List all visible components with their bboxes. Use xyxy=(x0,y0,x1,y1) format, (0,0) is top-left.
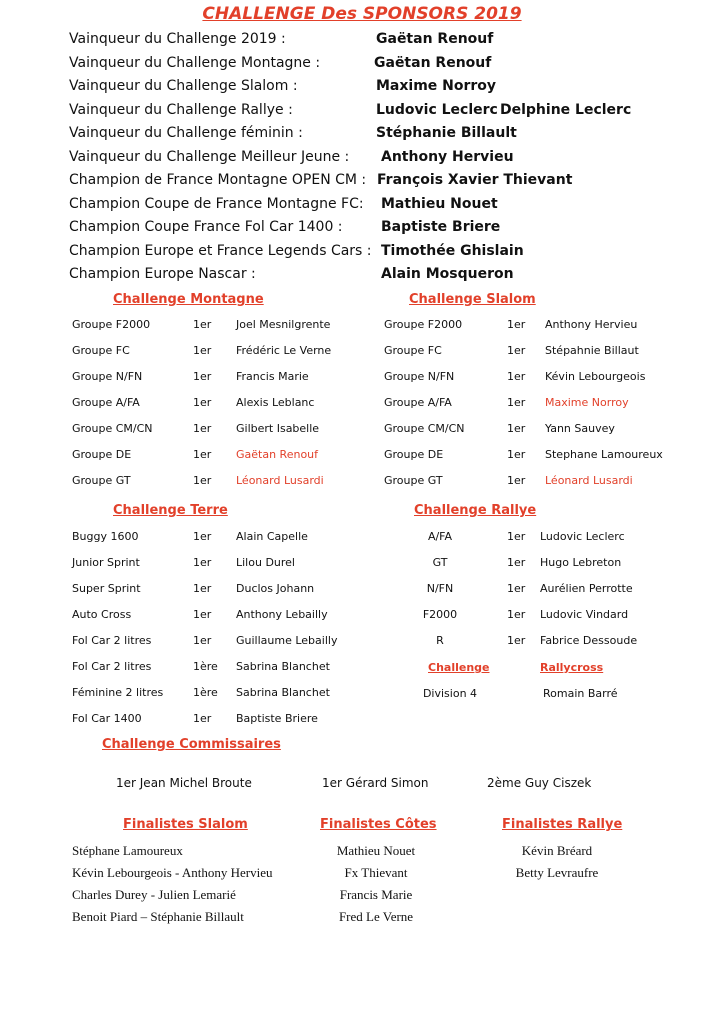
finaliste-name: Kévin Bréard xyxy=(521,843,593,858)
table-cell-group: Fol Car 2 litres xyxy=(72,660,152,673)
table-cell-name: Sabrina Blanchet xyxy=(236,686,330,699)
table-cell-group: Groupe A/FA xyxy=(72,396,140,409)
table-cell-group: Féminine 2 litres xyxy=(72,686,164,699)
table-cell-name: Fabrice Dessoude xyxy=(540,634,638,647)
table-cell-name: Yann Sauvey xyxy=(545,422,615,435)
winner-label: Champion Europe et France Legends Cars : xyxy=(69,242,372,259)
table-cell-rank: 1er xyxy=(507,344,526,357)
winner-name: Gaëtan Renouf xyxy=(376,31,494,47)
winner-name: François Xavier Thievant xyxy=(377,172,573,188)
winner-name: Maxime Norroy xyxy=(376,78,497,94)
table-cell-name: Alexis Leblanc xyxy=(236,396,315,409)
table-cell-rank: 1er xyxy=(507,530,526,543)
table-cell-rank: 1er xyxy=(193,530,212,543)
winner-name: Gaëtan Renouf xyxy=(374,54,492,71)
table-cell-name: Frédéric Le Verne xyxy=(236,344,332,357)
finalistes-cotes-heading: Finalistes Côtes xyxy=(320,817,437,832)
table-cell-name: Ludovic Leclerc xyxy=(540,530,625,543)
table-cell-name: Guillaume Lebailly xyxy=(236,634,338,647)
table-cell-rank: 1er xyxy=(193,396,212,409)
table-cell-group: Groupe N/FN xyxy=(384,370,455,383)
table-cell-name: Kévin Lebourgeois xyxy=(545,370,646,383)
table-cell-group: Auto Cross xyxy=(72,608,132,621)
table-cell-name: Alain Capelle xyxy=(236,530,308,543)
table-cell-group: Junior Sprint xyxy=(72,556,140,569)
table-cell-name: Gaëtan Renouf xyxy=(236,448,319,461)
finaliste-name: Francis Marie xyxy=(339,887,413,902)
table-cell-rank: 1er xyxy=(193,582,212,595)
finaliste-name: Fx Thievant xyxy=(344,865,408,880)
challenge-slalom-heading: Challenge Slalom xyxy=(409,292,536,307)
table-cell-rank: 1er xyxy=(193,344,212,357)
table-cell-rank: 1er xyxy=(507,370,526,383)
finaliste-name: Betty Levraufre xyxy=(515,865,599,880)
table-cell-name: Stephane Lamoureux xyxy=(545,448,663,461)
table-cell-name: Maxime Norroy xyxy=(545,396,629,409)
table-cell-group: Groupe N/FN xyxy=(72,370,143,383)
winner-label: Vainqueur du Challenge Meilleur Jeune : xyxy=(69,148,350,165)
finaliste-name: Benoit Piard – Stéphanie Billault xyxy=(72,909,244,924)
finalistes-rallye-heading: Finalistes Rallye xyxy=(502,817,623,832)
table-cell-rank: 1er xyxy=(507,582,526,595)
table-cell-name: Gilbert Isabelle xyxy=(236,422,320,435)
finaliste-name: Stéphane Lamoureux xyxy=(72,843,183,858)
table-cell-name: Ludovic Vindard xyxy=(540,608,629,621)
table-cell-group: Groupe GT xyxy=(384,474,443,487)
table-cell-group: Super Sprint xyxy=(72,582,141,595)
table-cell-group: Groupe A/FA xyxy=(384,396,452,409)
rallycross-heading-2: Rallycross xyxy=(540,661,604,674)
table-cell-group: Groupe CM/CN xyxy=(72,422,153,435)
table-cell-rank: 1er xyxy=(193,318,212,331)
winner-label: Champion de France Montagne OPEN CM : xyxy=(69,172,367,188)
commissaire-2: 1er Gérard Simon xyxy=(322,776,429,790)
table-cell-rank: 1er xyxy=(507,448,526,461)
table-cell-group: Groupe GT xyxy=(72,474,131,487)
table-cell-group: A/FA xyxy=(427,530,453,543)
challenge-commissaires-heading: Challenge Commissaires xyxy=(102,737,281,752)
winner-name: Stéphanie Billault xyxy=(376,125,517,141)
winner-name: Mathieu Nouet xyxy=(381,195,498,212)
finaliste-name: Fred Le Verne xyxy=(338,909,414,924)
table-cell-name: Duclos Johann xyxy=(236,582,315,595)
table-cell-name: Hugo Lebreton xyxy=(540,556,622,569)
commissaire-1: 1er Jean Michel Broute xyxy=(116,776,252,790)
finaliste-name: Mathieu Nouet xyxy=(336,843,416,858)
table-cell-rank: 1er xyxy=(507,474,526,487)
table-cell-name: Lilou Durel xyxy=(236,556,295,569)
table-cell-name: Anthony Lebailly xyxy=(236,608,328,621)
winner-name: Alain Mosqueron xyxy=(381,266,514,282)
challenge-montagne-heading: Challenge Montagne xyxy=(113,292,264,307)
rallycross-division: Division 4 xyxy=(422,687,478,700)
table-cell-name: Francis Marie xyxy=(236,370,309,383)
table-cell-group: Groupe CM/CN xyxy=(384,422,465,435)
table-cell-name: Anthony Hervieu xyxy=(545,318,638,331)
table-cell-group: Groupe DE xyxy=(384,448,444,461)
table-cell-group: F2000 xyxy=(422,608,458,621)
rallycross-heading-1: Challenge xyxy=(428,661,490,674)
challenge-rallye-heading: Challenge Rallye xyxy=(414,503,537,518)
table-cell-rank: 1ère xyxy=(193,686,218,699)
finaliste-name: Charles Durey - Julien Lemarié xyxy=(72,887,236,902)
winner-label: Champion Coupe France Fol Car 1400 : xyxy=(69,219,343,235)
page-title: CHALLENGE Des SPONSORS 2019 xyxy=(202,4,522,24)
winner-label: Vainqueur du Challenge Montagne : xyxy=(69,54,321,71)
winner-label: Vainqueur du Challenge Rallye : xyxy=(69,101,293,118)
table-cell-name: Léonard Lusardi xyxy=(545,474,633,487)
table-cell-group: GT xyxy=(432,556,448,569)
table-cell-rank: 1er xyxy=(193,712,212,725)
table-cell-name: Sabrina Blanchet xyxy=(236,660,330,673)
table-cell-name: Stépahnie Billaut xyxy=(545,344,639,357)
winner-name: Anthony Hervieu xyxy=(381,148,514,165)
challenge-terre-heading: Challenge Terre xyxy=(113,503,228,518)
table-cell-rank: 1er xyxy=(193,556,212,569)
rallycross-division-winner: Romain Barré xyxy=(543,687,618,700)
table-cell-rank: 1er xyxy=(193,634,212,647)
table-cell-group: Groupe DE xyxy=(72,448,132,461)
finalistes-slalom-heading: Finalistes Slalom xyxy=(123,817,248,832)
table-cell-name: Joel Mesnilgrente xyxy=(236,318,331,331)
table-cell-group: Fol Car 1400 xyxy=(72,712,142,725)
table-cell-rank: 1er xyxy=(507,608,526,621)
table-cell-name: Léonard Lusardi xyxy=(236,474,324,487)
table-cell-group: Groupe F2000 xyxy=(72,318,151,331)
table-cell-group: Groupe FC xyxy=(72,344,130,357)
table-cell-rank: 1er xyxy=(507,634,526,647)
winner-label: Vainqueur du Challenge 2019 : xyxy=(69,31,286,47)
winner-name: Baptiste Briere xyxy=(381,219,501,235)
table-cell-rank: 1er xyxy=(507,318,526,331)
winner-name: Ludovic Leclerc xyxy=(376,101,498,118)
winner-label: Champion Europe Nascar : xyxy=(69,266,256,282)
table-cell-group: Fol Car 2 litres xyxy=(72,634,152,647)
table-cell-group: Groupe F2000 xyxy=(384,318,463,331)
table-cell-group: N/FN xyxy=(426,582,454,595)
table-cell-rank: 1er xyxy=(507,422,526,435)
winner-label: Vainqueur du Challenge Slalom : xyxy=(69,78,298,94)
table-cell-name: Baptiste Briere xyxy=(236,712,318,725)
table-cell-rank: 1er xyxy=(193,370,212,383)
table-cell-rank: 1er xyxy=(193,448,212,461)
winner-name: Timothée Ghislain xyxy=(381,242,524,259)
table-cell-name: Aurélien Perrotte xyxy=(540,582,633,595)
winner-name-2: Delphine Leclerc xyxy=(500,101,632,118)
table-cell-group: R xyxy=(436,634,444,647)
table-cell-rank: 1er xyxy=(507,396,526,409)
table-cell-rank: 1er xyxy=(193,422,212,435)
table-cell-rank: 1ère xyxy=(193,660,218,673)
finaliste-name: Kévin Lebourgeois - Anthony Hervieu xyxy=(72,865,273,880)
table-cell-rank: 1er xyxy=(193,474,212,487)
winner-label: Vainqueur du Challenge féminin : xyxy=(69,125,303,141)
commissaire-3: 2ème Guy Ciszek xyxy=(487,776,592,790)
table-cell-rank: 1er xyxy=(507,556,526,569)
table-cell-group: Buggy 1600 xyxy=(72,530,139,543)
table-cell-group: Groupe FC xyxy=(384,344,442,357)
winner-label: Champion Coupe de France Montagne FC: xyxy=(69,195,364,212)
table-cell-rank: 1er xyxy=(193,608,212,621)
